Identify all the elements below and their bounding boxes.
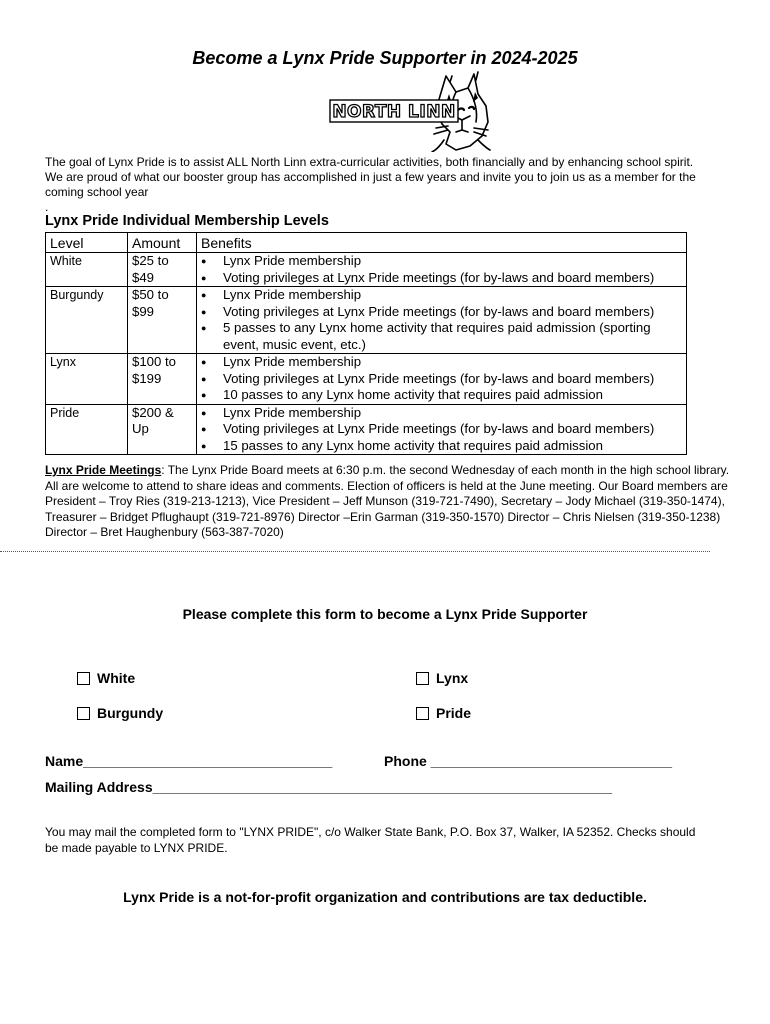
lynx-logo-graphic <box>328 70 498 152</box>
meetings-label: Lynx Pride Meetings <box>45 463 162 477</box>
membership-levels-heading: Lynx Pride Individual Membership Levels <box>45 213 329 229</box>
benefit-item: ● Voting privileges at Lynx Pride meetings (for by-laws and board members) <box>223 421 682 438</box>
tax-deductible-note: Lynx Pride is a not-for-profit organization and contributions are tax deductible. <box>123 889 647 905</box>
mailing-address-field[interactable]: Mailing Address___________________________________________________________ <box>45 779 612 795</box>
option-burgundy[interactable] <box>77 705 163 721</box>
logo-wordmark: NORTH LINN <box>332 102 456 122</box>
level-cell: Burgundy <box>46 287 128 354</box>
table-row-lynx <box>46 354 687 405</box>
white-checkbox[interactable] <box>77 672 90 685</box>
option-white[interactable] <box>77 670 135 686</box>
benefits-cell <box>197 354 687 405</box>
table-header-row <box>46 233 687 253</box>
benefit-item: ● Lynx Pride membership <box>223 287 682 304</box>
benefit-item: ● Voting privileges at Lynx Pride meetings (for by-laws and board members) <box>223 270 682 287</box>
benefit-item: ● 10 passes to any Lynx home activity that requires paid admission <box>223 387 682 404</box>
benefits-cell <box>197 404 687 455</box>
membership-levels-table <box>45 232 687 455</box>
lynx-checkbox[interactable] <box>416 672 429 685</box>
option-pride[interactable] <box>416 705 471 721</box>
burgundy-checkbox[interactable] <box>77 707 90 720</box>
table-row-white <box>46 253 687 287</box>
benefit-item: ● 5 passes to any Lynx home activity that requires paid admission (sporting event, music event, etc.) <box>223 320 682 353</box>
benefit-item: ● Voting privileges at Lynx Pride meetings (for by-laws and board members) <box>223 371 682 388</box>
north-linn-lynx-logo <box>328 70 498 152</box>
option-white-label: White <box>97 670 136 686</box>
level-cell: Pride <box>46 404 128 455</box>
amount-cell: $100 to $199 <box>128 354 197 405</box>
benefit-item: ● Voting privileges at Lynx Pride meetings (for by-laws and board members) <box>223 304 682 321</box>
cut-line-divider <box>0 551 710 552</box>
option-pride-label: Pride <box>436 705 472 721</box>
meetings-text: : The Lynx Pride Board meets at 6:30 p.m. the second Wednesday of each month in the high school library. All are welcome to attend to share ideas and comments. Election of officers is held at the June meeting. Our Board members are President – Troy Ries (319-213-1213), Vice President – Jeff Munson (319-721-7490), Secretary – Jody Michael (319-350-1474), Treasurer – Bridget Pflughaupt (319-721-8976) Director –Erin Garman (319-350-1570) Director – Chris Nielsen (319-350-1238) Director – Bret Haughenbury (563-387-7020) <box>45 463 730 539</box>
option-lynx-label: Lynx <box>436 670 469 686</box>
intro-dot: . <box>45 200 49 214</box>
mailing-instructions: You may mail the completed form to "LYNX PRIDE", c/o Walker State Bank, P.O. Box 37, Walker, IA 52352. Checks should be made payable to LYNX PRIDE. <box>45 825 696 855</box>
meetings-paragraph <box>45 463 735 541</box>
benefit-item: ● 15 passes to any Lynx home activity that requires paid admission <box>223 438 682 455</box>
level-cell: White <box>46 253 128 287</box>
benefit-item: ● Lynx Pride membership <box>223 354 682 371</box>
form-heading: Please complete this form to become a Lynx Pride Supporter <box>182 606 588 622</box>
header-benefits: Benefits <box>197 233 687 253</box>
intro-paragraph: The goal of Lynx Pride is to assist ALL North Linn extra-curricular activities, both financially and by enhancing school spirit. We are proud of what our booster group has accomplished in just a few years and invite you to join us as a member for the coming school year <box>45 155 696 199</box>
header-level: Level <box>46 233 128 253</box>
amount-cell: $200 & Up <box>128 404 197 455</box>
amount-cell: $25 to $49 <box>128 253 197 287</box>
header-amount: Amount <box>128 233 197 253</box>
benefits-cell <box>197 287 687 354</box>
table-row-burgundy <box>46 287 687 354</box>
table-row-pride <box>46 404 687 455</box>
phone-field[interactable]: Phone _______________________________ <box>384 753 673 769</box>
pride-checkbox[interactable] <box>416 707 429 720</box>
benefits-cell <box>197 253 687 287</box>
level-cell: Lynx <box>46 354 128 405</box>
benefit-item: ● Lynx Pride membership <box>223 405 682 422</box>
name-field[interactable]: Name________________________________ <box>45 753 333 769</box>
amount-cell: $50 to $99 <box>128 287 197 354</box>
page-title: Become a Lynx Pride Supporter in 2024-2025 <box>192 48 578 68</box>
option-burgundy-label: Burgundy <box>97 705 164 721</box>
option-lynx[interactable] <box>416 670 468 686</box>
benefit-item: ● Lynx Pride membership <box>223 253 682 270</box>
